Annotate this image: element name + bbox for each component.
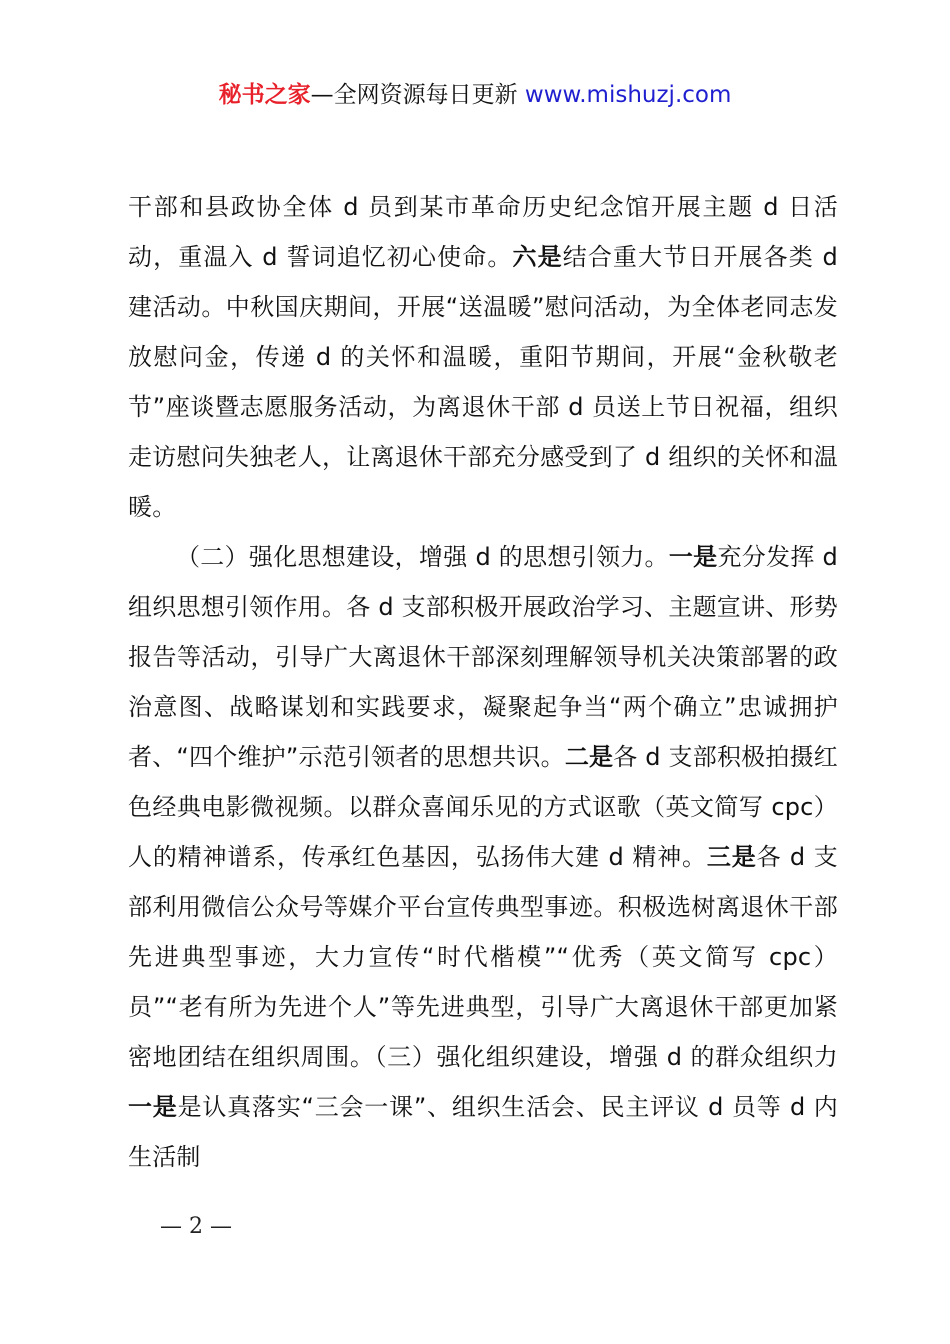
text-run: 各 d 支部积极拍摄红色经典电影微视频。以群众喜闻乐见的方式讴歌（英文简写 cpc）人的精神谱系，传承红色基因，弘扬伟大建 d 精神。: [128, 743, 838, 871]
bold-marker: 三是: [706, 843, 757, 871]
text-run: 充分发挥 d 组织思想引领作用。各 d 支部积极开展政治学习、主题宣讲、形势报告等活动，引导广大离退休干部深刻理解领导机关决策部署的政治意图、战略谋划和实践要求，凝聚起争当“两个确立”忠诚拥护者、“四个维护”示范引领者的思想共识。: [128, 543, 838, 771]
paragraph-section-two: [128, 532, 838, 1182]
text-run: 各 d 支部利用微信公众号等媒介平台宣传典型事迹。积极选树离退休干部先进典型事迹，大力宣传“时代楷模”“优秀（英文简写 cpc）员”“老有所为先进个人”等先进典型，引导广大离退休干部更加紧密地团结在组织周围。（三）强化组织建设，增强 d 的群众组织力: [128, 843, 838, 1071]
text-run: （二）强化思想建设，增强 d 的思想引领力。: [176, 543, 669, 571]
bold-marker: 一是: [128, 1093, 178, 1121]
site-url-link[interactable]: www.mishuzj.com: [524, 82, 732, 108]
banner-tagline: —全网资源每日更新: [310, 82, 525, 108]
site-banner: [0, 78, 950, 112]
text-run: 干部和县政协全体 d 员到某市革命历史纪念馆开展主题 d 日活动，重温入 d 誓词追忆初心使命。: [128, 193, 838, 271]
bold-marker: 一是: [668, 543, 718, 571]
brand-name: 秘书之家: [218, 82, 311, 108]
bold-marker: 六是: [512, 243, 563, 271]
text-run: 结合重大节日开展各类 d 建活动。中秋国庆期间，开展“送温暖”慰问活动，为全体老同志发放慰问金，传递 d 的关怀和温暖，重阳节期间，开展“金秋敬老节”座谈暨志愿服务活动，为离退休干部 d 员送上节日祝福，组织走访慰问失独老人，让离退休干部充分感受到了 d 组织的关怀和温暖。: [128, 243, 838, 521]
page-number: — 2 —: [160, 1214, 232, 1239]
paragraph-continuation: [128, 182, 838, 532]
bold-marker: 二是: [564, 743, 614, 771]
document-body: [128, 182, 838, 1182]
text-run: 是认真落实“三会一课”、组织生活会、民主评议 d 员等 d 内生活制: [128, 1093, 838, 1171]
